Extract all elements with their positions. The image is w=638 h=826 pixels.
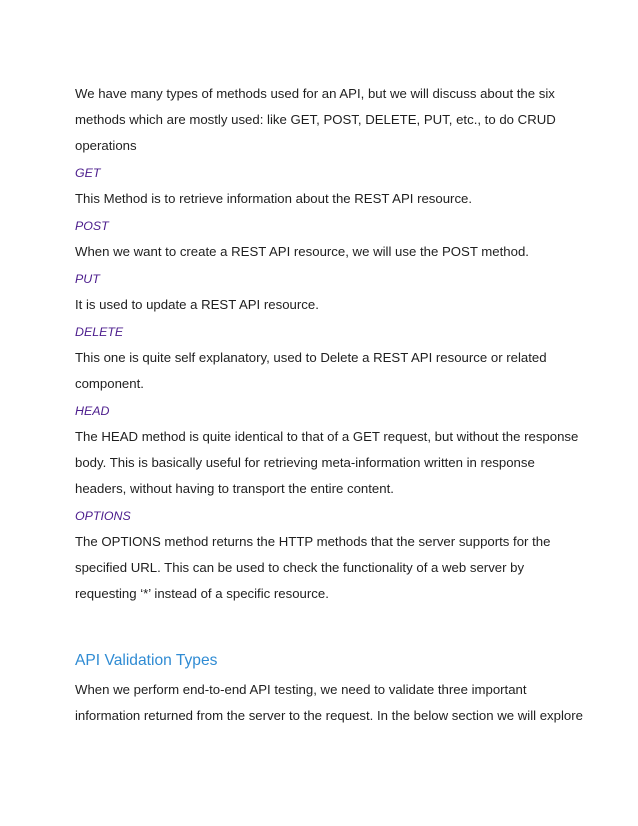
method-description: It is used to update a REST API resource. — [75, 297, 319, 312]
method-label-put: PUT — [75, 272, 100, 286]
intro-line: We have many types of methods used for an API, but we will discuss about the six — [75, 86, 555, 101]
method-label-get: GET — [75, 166, 101, 180]
section-paragraph-line: information returned from the server to the request. In the below section we will explore — [75, 708, 583, 723]
method-description: The OPTIONS method returns the HTTP methods that the server supports for the — [75, 534, 551, 549]
intro-line: methods which are mostly used: like GET, POST, DELETE, PUT, etc., to do CRUD — [75, 112, 556, 127]
method-label-delete: DELETE — [75, 325, 124, 339]
method-description: headers, without having to transport the entire content. — [75, 481, 394, 496]
section-heading: API Validation Types — [75, 652, 218, 669]
method-description: requesting ‘*’ instead of a specific resource. — [75, 586, 329, 601]
method-description: component. — [75, 376, 144, 391]
intro-line: operations — [75, 138, 137, 153]
method-label-head: HEAD — [75, 404, 110, 418]
method-label-options: OPTIONS — [75, 509, 131, 523]
method-description: The HEAD method is quite identical to that of a GET request, but without the response — [75, 429, 579, 444]
method-label-post: POST — [75, 219, 109, 233]
method-description: specified URL. This can be used to check the functionality of a web server by — [75, 560, 525, 575]
method-description: body. This is basically useful for retrieving meta-information written in response — [75, 455, 535, 470]
method-description: When we want to create a REST API resource, we will use the POST method. — [75, 244, 529, 259]
method-description: This one is quite self explanatory, used to Delete a REST API resource or related — [75, 350, 547, 365]
section-paragraph-line: When we perform end-to-end API testing, we need to validate three important — [75, 682, 527, 697]
method-description: This Method is to retrieve information about the REST API resource. — [75, 191, 473, 206]
